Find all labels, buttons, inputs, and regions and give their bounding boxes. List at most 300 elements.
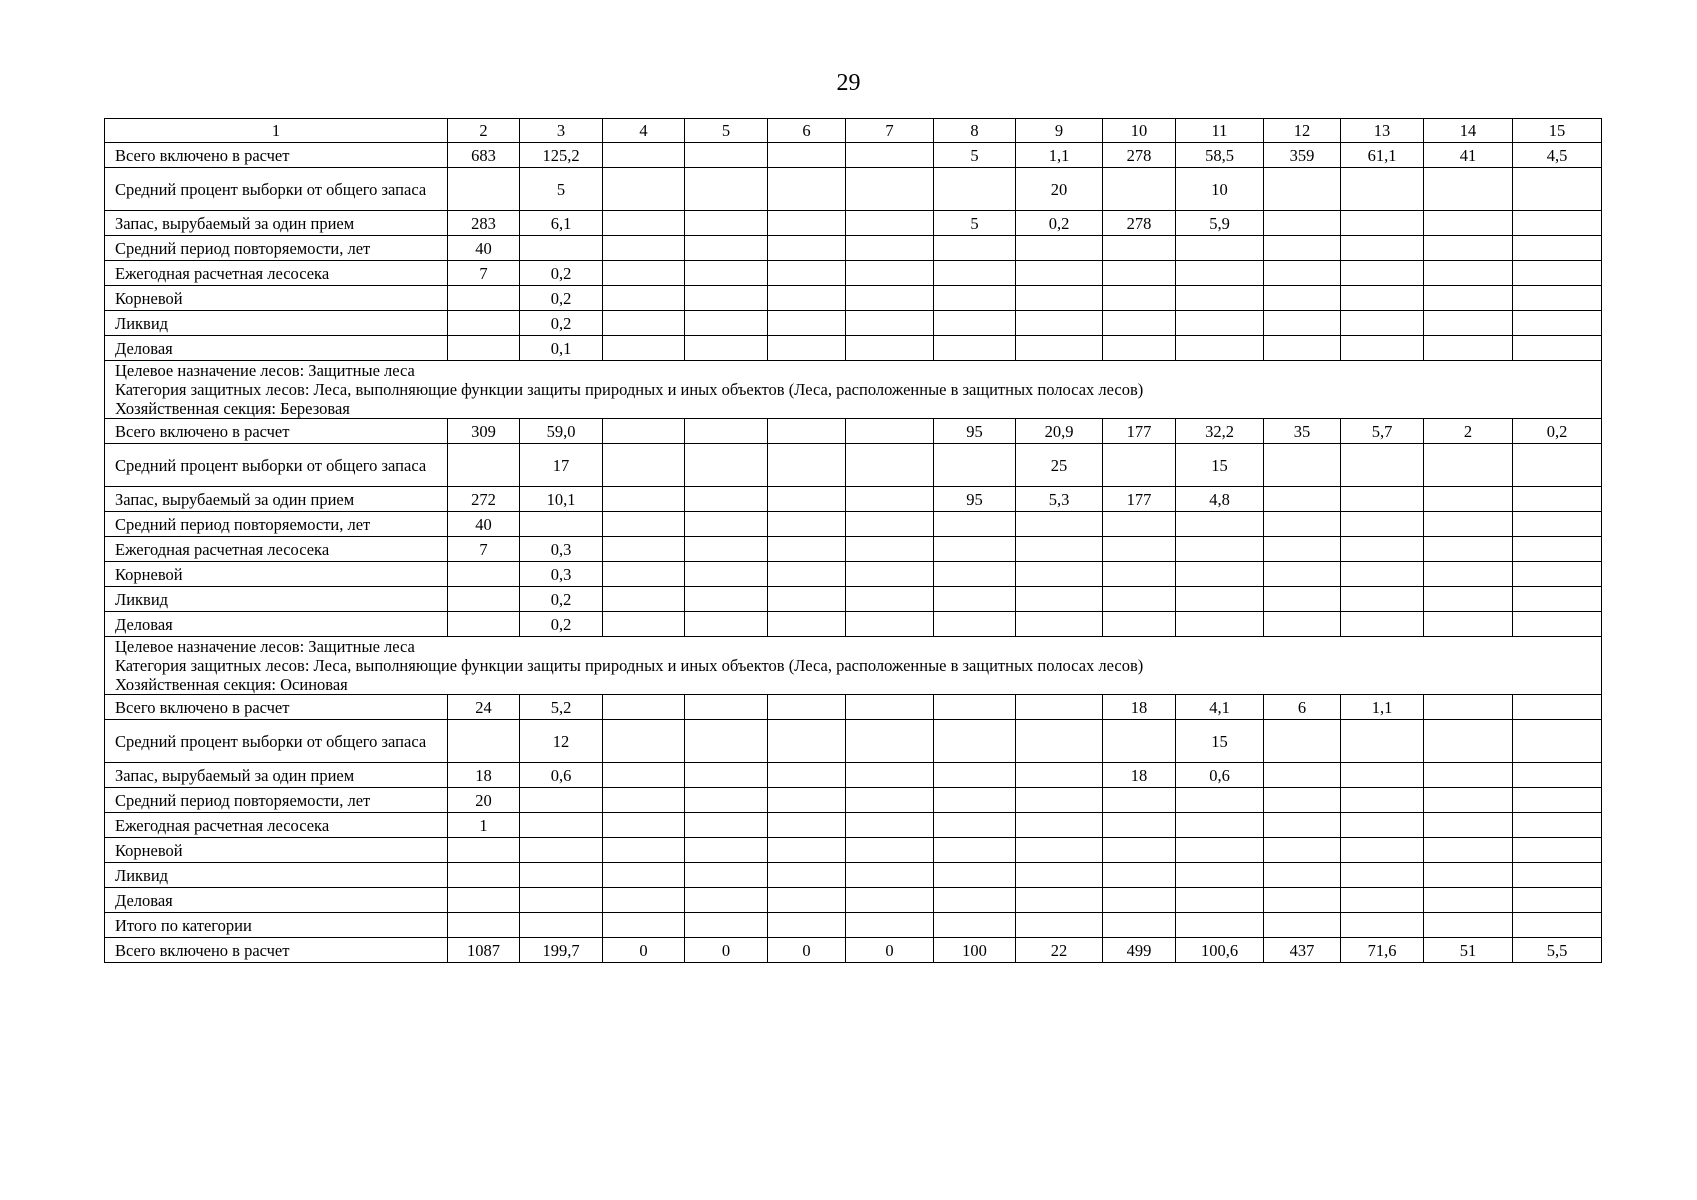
table-cell	[603, 612, 685, 637]
table-cell	[934, 913, 1016, 938]
table-cell: 5	[934, 211, 1016, 236]
table-cell	[1341, 838, 1424, 863]
section-header-cell	[105, 637, 1602, 695]
table-cell	[1264, 612, 1341, 637]
table-cell	[768, 512, 846, 537]
table-cell	[846, 168, 934, 211]
table-cell	[1103, 587, 1176, 612]
table-cell: 0,2	[520, 286, 603, 311]
table-cell	[685, 587, 768, 612]
table-row	[105, 913, 1602, 938]
table-cell	[846, 587, 934, 612]
table-row	[105, 888, 1602, 913]
table-cell	[603, 913, 685, 938]
column-header: 1	[105, 119, 448, 143]
table-cell: 0,6	[1176, 763, 1264, 788]
table-cell	[1016, 562, 1103, 587]
table-cell	[934, 236, 1016, 261]
table-cell	[1103, 261, 1176, 286]
table-cell	[1513, 512, 1602, 537]
table-cell	[1016, 587, 1103, 612]
table-cell	[603, 286, 685, 311]
row-label: Ежегодная расчетная лесосека	[105, 813, 448, 838]
table-cell	[934, 763, 1016, 788]
table-cell	[1016, 813, 1103, 838]
table-cell	[1264, 788, 1341, 813]
table-cell	[846, 236, 934, 261]
table-cell	[934, 863, 1016, 888]
table-cell	[685, 261, 768, 286]
table-cell	[1264, 211, 1341, 236]
column-header: 7	[846, 119, 934, 143]
table-cell	[768, 419, 846, 444]
table-cell	[934, 444, 1016, 487]
table-cell	[1176, 813, 1264, 838]
table-cell	[768, 444, 846, 487]
table-cell: 22	[1016, 938, 1103, 963]
table-cell	[1016, 888, 1103, 913]
table-cell	[1103, 863, 1176, 888]
table-cell	[520, 913, 603, 938]
table-cell: 283	[448, 211, 520, 236]
table-cell: 4,5	[1513, 143, 1602, 168]
table-cell	[934, 813, 1016, 838]
row-label: Итого по категории	[105, 913, 448, 938]
table-cell	[685, 211, 768, 236]
table-cell	[934, 311, 1016, 336]
table-cell	[934, 720, 1016, 763]
table-cell	[448, 562, 520, 587]
table-cell	[934, 612, 1016, 637]
table-cell	[1341, 587, 1424, 612]
table-cell: 12	[520, 720, 603, 763]
table-cell: 51	[1424, 938, 1513, 963]
section-line: Хозяйственная секция: Осиновая	[115, 675, 348, 694]
table-row	[105, 813, 1602, 838]
table-cell: 683	[448, 143, 520, 168]
row-label: Средний период повторяемости, лет	[105, 236, 448, 261]
table-cell	[934, 695, 1016, 720]
table-cell	[846, 444, 934, 487]
table-cell	[520, 236, 603, 261]
table-cell: 0	[685, 938, 768, 963]
table-cell	[934, 838, 1016, 863]
table-cell	[934, 168, 1016, 211]
table-cell: 35	[1264, 419, 1341, 444]
table-cell	[846, 487, 934, 512]
table-cell	[1513, 211, 1602, 236]
table-cell	[1016, 788, 1103, 813]
table-cell	[1513, 487, 1602, 512]
row-label: Корневой	[105, 562, 448, 587]
table-cell	[768, 261, 846, 286]
table-row	[105, 211, 1602, 236]
column-header: 15	[1513, 119, 1602, 143]
table-cell	[603, 444, 685, 487]
table-row	[105, 336, 1602, 361]
table-cell	[1103, 813, 1176, 838]
table-cell	[1341, 168, 1424, 211]
table-row	[105, 863, 1602, 888]
header-row	[105, 119, 1602, 143]
table-cell	[1264, 444, 1341, 487]
table-cell	[1341, 261, 1424, 286]
table-cell	[1341, 562, 1424, 587]
table-cell: 0,1	[520, 336, 603, 361]
table-cell: 177	[1103, 419, 1176, 444]
table-cell: 6	[1264, 695, 1341, 720]
table-cell: 272	[448, 487, 520, 512]
row-label: Средний период повторяемости, лет	[105, 512, 448, 537]
table-row	[105, 587, 1602, 612]
table-cell	[1016, 838, 1103, 863]
table-cell: 0	[603, 938, 685, 963]
table-cell	[1264, 720, 1341, 763]
table-cell	[1103, 286, 1176, 311]
table-cell	[685, 763, 768, 788]
table-cell	[1341, 512, 1424, 537]
table-cell	[768, 487, 846, 512]
table-cell: 40	[448, 236, 520, 261]
table-cell	[603, 562, 685, 587]
table-cell	[1424, 587, 1513, 612]
table-cell	[1176, 336, 1264, 361]
table-cell	[1513, 813, 1602, 838]
table-cell	[846, 763, 934, 788]
row-label: Деловая	[105, 888, 448, 913]
table-row	[105, 311, 1602, 336]
table-cell: 4,8	[1176, 487, 1264, 512]
table-cell	[1103, 512, 1176, 537]
table-cell	[768, 913, 846, 938]
column-header: 8	[934, 119, 1016, 143]
table-cell	[685, 720, 768, 763]
row-label: Ежегодная расчетная лесосека	[105, 261, 448, 286]
column-header: 13	[1341, 119, 1424, 143]
table-cell	[1176, 612, 1264, 637]
table-cell: 41	[1424, 143, 1513, 168]
table-cell	[1103, 311, 1176, 336]
table-cell	[1424, 512, 1513, 537]
table-cell	[1341, 913, 1424, 938]
row-label: Запас, вырубаемый за один прием	[105, 487, 448, 512]
table-cell	[603, 487, 685, 512]
table-cell	[603, 695, 685, 720]
table-cell	[603, 211, 685, 236]
table-cell	[1513, 720, 1602, 763]
table-cell	[603, 863, 685, 888]
table-cell	[1176, 261, 1264, 286]
table-cell	[603, 512, 685, 537]
row-label: Всего включено в расчет	[105, 695, 448, 720]
table-cell	[1176, 512, 1264, 537]
table-row	[105, 562, 1602, 587]
table-row	[105, 695, 1602, 720]
table-cell	[603, 261, 685, 286]
table-cell: 0,2	[520, 311, 603, 336]
table-cell	[1513, 236, 1602, 261]
table-cell: 2	[1424, 419, 1513, 444]
table-cell	[1424, 236, 1513, 261]
table-cell	[1103, 168, 1176, 211]
table-cell	[685, 512, 768, 537]
table-cell: 0	[768, 938, 846, 963]
table-cell: 5,9	[1176, 211, 1264, 236]
table-cell	[448, 336, 520, 361]
table-cell	[685, 695, 768, 720]
table-cell	[1264, 888, 1341, 913]
table-cell: 15	[1176, 720, 1264, 763]
table-row	[105, 261, 1602, 286]
table-cell	[846, 419, 934, 444]
row-label: Ликвид	[105, 587, 448, 612]
table-cell	[1341, 788, 1424, 813]
table-cell	[685, 286, 768, 311]
table-cell	[1264, 336, 1341, 361]
table-cell	[1513, 336, 1602, 361]
table-cell: 5,2	[520, 695, 603, 720]
table-cell	[1176, 286, 1264, 311]
table-cell	[1176, 913, 1264, 938]
table-cell: 24	[448, 695, 520, 720]
table-cell	[768, 838, 846, 863]
table-cell	[448, 286, 520, 311]
table-cell	[1264, 838, 1341, 863]
section-line: Целевое назначение лесов: Защитные леса	[115, 637, 415, 656]
table-cell	[1264, 512, 1341, 537]
table-row	[105, 286, 1602, 311]
table-cell: 0	[846, 938, 934, 963]
table-cell	[1103, 612, 1176, 637]
table-cell	[1424, 211, 1513, 236]
table-cell	[1176, 863, 1264, 888]
table-cell	[1341, 311, 1424, 336]
table-cell	[1424, 562, 1513, 587]
table-cell	[448, 311, 520, 336]
table-cell: 309	[448, 419, 520, 444]
table-cell	[1424, 612, 1513, 637]
table-cell: 5	[520, 168, 603, 211]
row-label: Средний процент выборки от общего запаса	[105, 720, 448, 763]
table-cell	[768, 720, 846, 763]
table-cell	[846, 286, 934, 311]
column-header: 11	[1176, 119, 1264, 143]
row-label: Ежегодная расчетная лесосека	[105, 537, 448, 562]
table-cell	[1103, 537, 1176, 562]
table-cell	[1513, 286, 1602, 311]
table-cell	[1424, 720, 1513, 763]
table-cell	[448, 168, 520, 211]
table-cell	[1103, 236, 1176, 261]
table-cell: 17	[520, 444, 603, 487]
column-header: 5	[685, 119, 768, 143]
table-cell	[846, 720, 934, 763]
table-cell: 278	[1103, 211, 1176, 236]
table-row	[105, 168, 1602, 211]
table-cell	[1341, 888, 1424, 913]
table-cell	[846, 512, 934, 537]
table-cell	[603, 813, 685, 838]
table-cell: 0,3	[520, 537, 603, 562]
table-cell	[1176, 562, 1264, 587]
table-cell	[603, 838, 685, 863]
table-cell: 18	[1103, 695, 1176, 720]
table-cell	[1264, 863, 1341, 888]
table-cell	[1176, 788, 1264, 813]
row-label: Ликвид	[105, 863, 448, 888]
table-cell	[448, 444, 520, 487]
table-cell	[1176, 311, 1264, 336]
table-cell	[1016, 763, 1103, 788]
row-label: Средний процент выборки от общего запаса	[105, 168, 448, 211]
table-cell: 5	[934, 143, 1016, 168]
table-cell	[768, 168, 846, 211]
table-cell	[1424, 695, 1513, 720]
table-cell	[1016, 261, 1103, 286]
table-cell	[685, 562, 768, 587]
table-cell	[1424, 286, 1513, 311]
section-line: Категория защитных лесов: Леса, выполняющие функции защиты природных и иных объектов (Леса, расположенные в защитных полосах лесов)	[115, 656, 1144, 675]
row-label: Всего включено в расчет	[105, 143, 448, 168]
table-cell	[1341, 211, 1424, 236]
table-cell	[1176, 888, 1264, 913]
table-cell	[685, 444, 768, 487]
table-cell	[1513, 587, 1602, 612]
table-cell: 0,3	[520, 562, 603, 587]
table-cell	[1513, 537, 1602, 562]
table-cell: 71,6	[1341, 938, 1424, 963]
table-cell	[768, 695, 846, 720]
table-cell: 0,2	[520, 261, 603, 286]
table-cell	[768, 763, 846, 788]
table-cell	[1016, 720, 1103, 763]
table-cell	[934, 888, 1016, 913]
table-cell	[520, 863, 603, 888]
table-cell	[846, 888, 934, 913]
table-cell	[1341, 720, 1424, 763]
table-cell	[1341, 763, 1424, 788]
table-cell: 1	[448, 813, 520, 838]
table-cell	[1424, 261, 1513, 286]
table-cell	[1424, 444, 1513, 487]
table-cell	[1264, 286, 1341, 311]
table-cell	[685, 838, 768, 863]
table-cell	[1513, 888, 1602, 913]
table-cell	[1424, 888, 1513, 913]
table-cell	[1103, 888, 1176, 913]
table-cell	[1016, 695, 1103, 720]
table-cell	[1103, 444, 1176, 487]
table-cell	[934, 562, 1016, 587]
table-row	[105, 612, 1602, 637]
table-cell	[1176, 838, 1264, 863]
table-cell	[934, 261, 1016, 286]
table-cell: 359	[1264, 143, 1341, 168]
table-cell	[520, 838, 603, 863]
table-cell	[846, 612, 934, 637]
table-cell: 58,5	[1176, 143, 1264, 168]
table-cell	[1016, 336, 1103, 361]
table-cell: 100	[934, 938, 1016, 963]
table-cell	[768, 863, 846, 888]
table-cell	[1103, 788, 1176, 813]
table-cell	[448, 612, 520, 637]
table-cell	[603, 720, 685, 763]
table-cell	[1016, 286, 1103, 311]
table-cell	[1341, 612, 1424, 637]
table-cell	[448, 913, 520, 938]
table-cell	[1264, 537, 1341, 562]
table-cell	[603, 888, 685, 913]
table-cell	[520, 888, 603, 913]
table-cell: 0,2	[1513, 419, 1602, 444]
column-header: 6	[768, 119, 846, 143]
section-header-cell	[105, 361, 1602, 419]
table-cell	[1513, 444, 1602, 487]
row-label: Запас, вырубаемый за один прием	[105, 211, 448, 236]
row-label: Средний период повторяемости, лет	[105, 788, 448, 813]
table-cell	[768, 211, 846, 236]
table-row	[105, 236, 1602, 261]
table-cell: 10	[1176, 168, 1264, 211]
column-header: 10	[1103, 119, 1176, 143]
table-cell	[1424, 763, 1513, 788]
table-cell	[1264, 236, 1341, 261]
table-cell	[846, 311, 934, 336]
table-cell: 7	[448, 537, 520, 562]
table-cell	[846, 913, 934, 938]
column-header: 9	[1016, 119, 1103, 143]
table-cell	[1176, 587, 1264, 612]
table-row	[105, 763, 1602, 788]
table-row	[105, 720, 1602, 763]
table-cell	[1424, 813, 1513, 838]
table-cell	[1513, 695, 1602, 720]
table-cell: 1,1	[1016, 143, 1103, 168]
table-cell	[685, 913, 768, 938]
column-header: 3	[520, 119, 603, 143]
table-cell	[1103, 336, 1176, 361]
table-cell	[1341, 537, 1424, 562]
table-row	[105, 419, 1602, 444]
table-cell	[934, 512, 1016, 537]
table-cell	[685, 487, 768, 512]
table-cell: 95	[934, 487, 1016, 512]
table-cell	[1103, 838, 1176, 863]
section-line: Хозяйственная секция: Березовая	[115, 399, 350, 418]
row-label: Корневой	[105, 286, 448, 311]
table-cell: 100,6	[1176, 938, 1264, 963]
table-cell	[1513, 311, 1602, 336]
table-cell	[603, 788, 685, 813]
table-cell	[1264, 913, 1341, 938]
table-cell	[603, 763, 685, 788]
row-label: Деловая	[105, 612, 448, 637]
table-cell	[1513, 763, 1602, 788]
table-cell	[1341, 813, 1424, 838]
table-cell	[1513, 838, 1602, 863]
table-cell	[846, 695, 934, 720]
table-cell	[1016, 537, 1103, 562]
table-cell	[1103, 562, 1176, 587]
table-cell	[1513, 863, 1602, 888]
table-cell: 15	[1176, 444, 1264, 487]
table-cell: 5,5	[1513, 938, 1602, 963]
table-cell	[603, 143, 685, 168]
table-cell	[603, 537, 685, 562]
table-cell	[1264, 813, 1341, 838]
section-line: Целевое назначение лесов: Защитные леса	[115, 361, 415, 380]
